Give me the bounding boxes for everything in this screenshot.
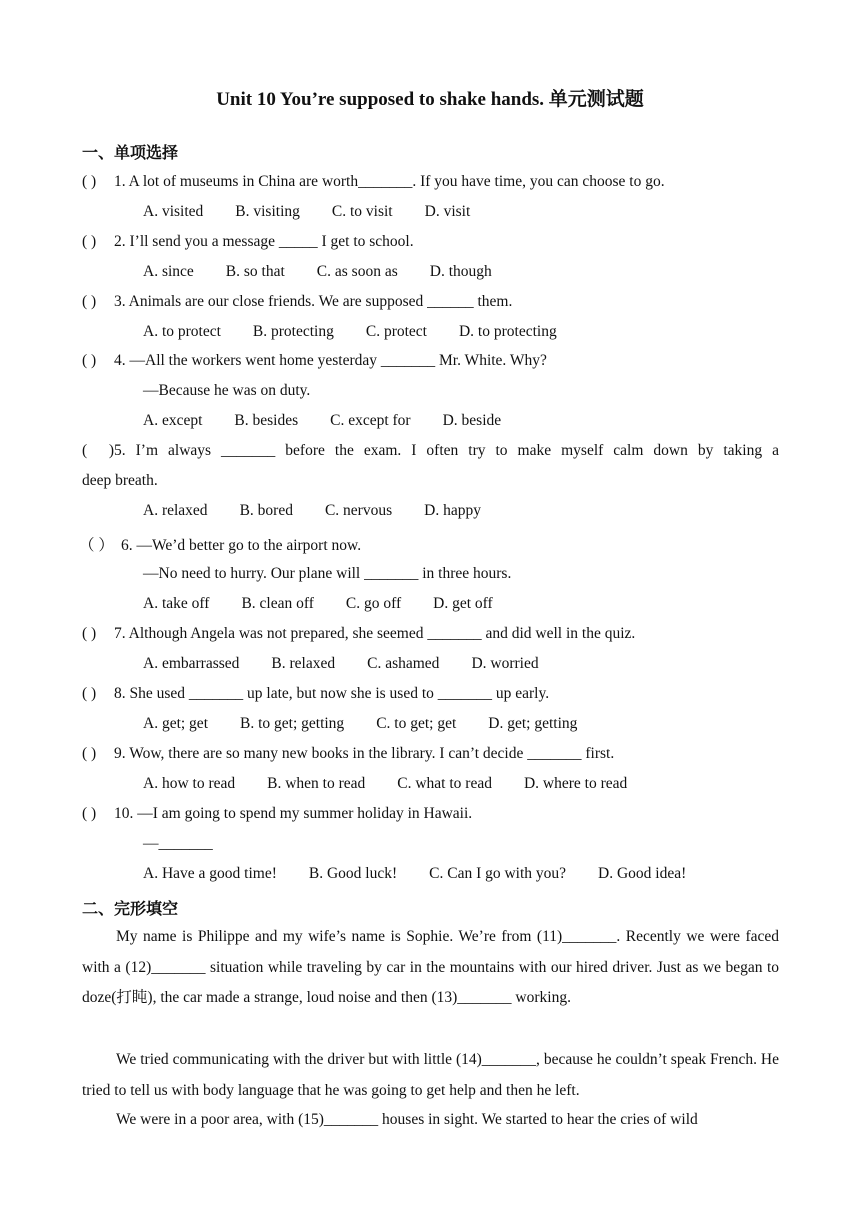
question-6-options — [143, 595, 525, 613]
option-a: A. embarrassed — [143, 655, 240, 672]
answer-blank: ( ) — [82, 745, 97, 762]
option-a: A. get; get — [143, 715, 208, 732]
option-b: B. visiting — [235, 203, 300, 220]
option-c: C. as soon as — [316, 263, 398, 280]
question-text: 2. I’ll send you a message _____ I get to school. — [114, 233, 414, 250]
option-b: B. to get; getting — [240, 715, 345, 732]
question-2 — [82, 233, 779, 251]
question-4-reply: —Because he was on duty. — [143, 382, 311, 399]
question-2-options — [143, 263, 524, 281]
option-a: A. since — [143, 263, 194, 280]
question-text: 1. A lot of museums in China are worth_______. If you have time, you can choose to go. — [114, 173, 665, 190]
answer-blank: （ ） — [79, 537, 114, 554]
option-c: C. to get; get — [376, 715, 457, 732]
cloze-paragraph-1: My name is Philippe and my wife’s name is Sophie. We’re from (11)_______. Recently we were faced with a (12)_______ situation while traveling by car in the mountains with our hired driver. Just as we began to doze(打盹), the car made a strange, loud noise and then (13)_______ working. — [82, 928, 779, 1006]
question-6 — [79, 533, 779, 555]
question-text: 5. I’m always _______ before the exam. I often try to make myself calm down by taking a — [114, 442, 779, 459]
question-4 — [82, 352, 779, 370]
question-5 — [82, 442, 779, 460]
option-c: C. ashamed — [367, 655, 440, 672]
question-6-reply: —No need to hurry. Our plane will _______ in three hours. — [143, 565, 512, 582]
section-heading-multiple-choice: 一、单项选择 — [82, 145, 179, 162]
option-b: B. bored — [239, 502, 293, 519]
question-4-options — [143, 412, 533, 430]
question-text: 7. Although Angela was not prepared, she seemed _______ and did well in the quiz. — [114, 625, 636, 642]
question-9-options — [143, 775, 659, 793]
answer-blank: ( ) — [82, 805, 97, 822]
answer-blank: ( ) — [82, 685, 97, 702]
option-b: B. relaxed — [271, 655, 336, 672]
option-c: C. go off — [345, 595, 402, 612]
answer-blank: ( ) — [82, 233, 97, 250]
option-b: B. clean off — [241, 595, 314, 612]
option-d: D. Good idea! — [598, 865, 687, 882]
option-a: A. relaxed — [143, 502, 208, 519]
option-c: C. what to read — [397, 775, 492, 792]
question-8 — [82, 685, 779, 703]
question-9 — [82, 745, 779, 763]
cloze-paragraph-2: We tried communicating with the driver but with little (14)_______, because he couldn’t speak French. He tried to tell us with body language that he was going to get help and then he left. — [82, 1051, 779, 1099]
question-text: 9. Wow, there are so many new books in the library. I can’t decide _______ first. — [114, 745, 615, 762]
question-text: 10. —I am going to spend my summer holiday in Hawaii. — [114, 805, 473, 822]
cloze-paragraph-3: We were in a poor area, with (15)_______ houses in sight. We started to hear the cries of wild — [116, 1111, 698, 1128]
option-a: A. how to read — [143, 775, 236, 792]
question-10-options — [143, 865, 718, 883]
question-7-options — [143, 655, 571, 673]
option-a: A. visited — [143, 203, 204, 220]
question-text: 3. Animals are our close friends. We are supposed ______ them. — [114, 293, 513, 310]
option-a: A. except — [143, 412, 203, 429]
option-c: C. except for — [330, 412, 411, 429]
option-d: D. to protecting — [458, 323, 557, 340]
option-c: C. Can I go with you? — [429, 865, 567, 882]
question-5-continued: deep breath. — [82, 472, 158, 489]
option-a: A. Have a good time! — [143, 865, 277, 882]
option-c: C. nervous — [324, 502, 393, 519]
option-d: D. get; getting — [488, 715, 578, 732]
option-a: A. take off — [143, 595, 210, 612]
question-7 — [82, 625, 779, 643]
answer-blank: ( ) — [82, 625, 97, 642]
question-5-options — [143, 502, 513, 520]
answer-blank: ( ) — [82, 442, 114, 459]
answer-blank: ( ) — [82, 173, 97, 190]
answer-blank: ( ) — [82, 293, 97, 310]
option-d: D. happy — [424, 502, 481, 519]
question-1 — [82, 173, 779, 191]
answer-blank: ( ) — [82, 352, 97, 369]
option-c: C. protect — [365, 323, 427, 340]
question-3-options — [143, 323, 589, 341]
option-d: D. worried — [471, 655, 539, 672]
option-b: B. when to read — [267, 775, 366, 792]
option-b: B. Good luck! — [308, 865, 398, 882]
question-text: 8. She used _______ up late, but now she is used to _______ up early. — [114, 685, 550, 702]
question-10 — [82, 805, 779, 823]
option-d: D. though — [429, 263, 492, 280]
question-1-options — [143, 203, 502, 221]
option-d: D. where to read — [523, 775, 628, 792]
option-b: B. so that — [225, 263, 285, 280]
option-b: B. besides — [234, 412, 299, 429]
question-text: 4. —All the workers went home yesterday _______ Mr. White. Why? — [114, 352, 547, 369]
option-c: C. to visit — [331, 203, 393, 220]
option-d: D. visit — [424, 203, 471, 220]
option-b: B. protecting — [252, 323, 334, 340]
question-10-reply: —_______ — [143, 835, 213, 852]
page-title: Unit 10 You’re supposed to shake hands. 单元测试题 — [216, 89, 644, 110]
option-d: D. beside — [442, 412, 502, 429]
section-heading-cloze: 二、完形填空 — [82, 901, 179, 918]
option-a: A. to protect — [143, 323, 221, 340]
question-text: 6. —We’d better go to the airport now. — [121, 537, 362, 554]
option-d: D. get off — [433, 595, 493, 612]
question-3 — [82, 293, 779, 311]
question-8-options — [143, 715, 609, 733]
